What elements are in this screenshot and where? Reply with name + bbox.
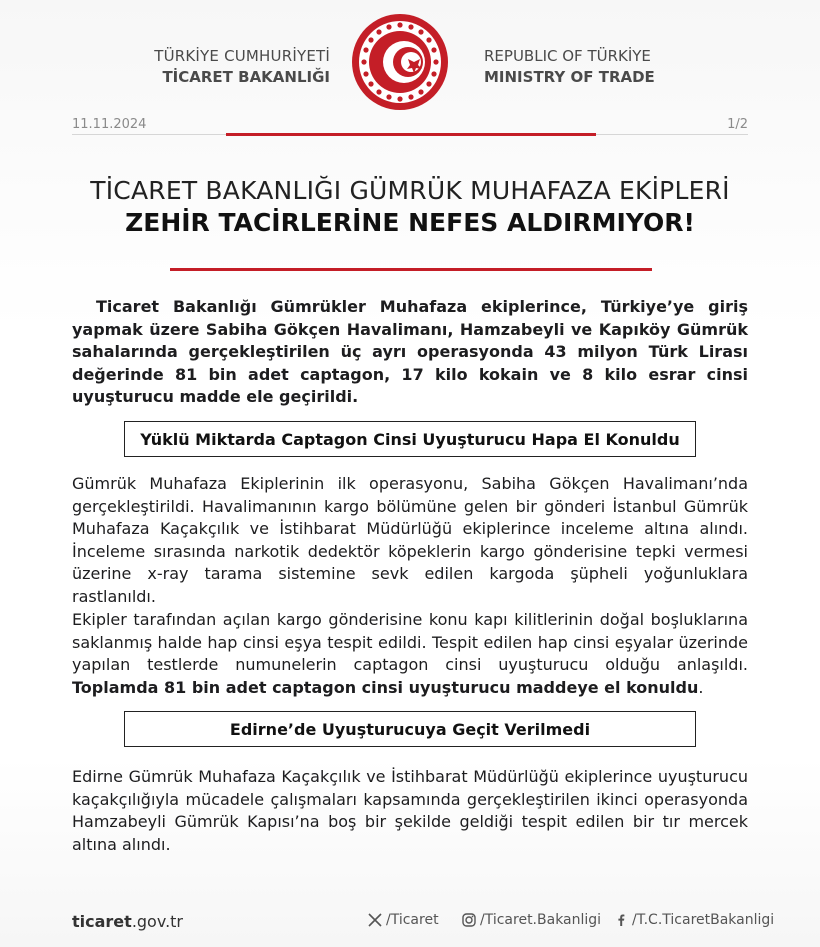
section-heading-captagon-text: Yüklü Miktarda Captagon Cinsi Uyuşturucu Hapa El Konuldu xyxy=(140,429,680,449)
facebook-icon xyxy=(614,913,628,927)
paragraph-operation-one: Gümrük Muhafaza Ekiplerinin ilk operasyonu, Sabiha Gökçen Havalimanı’nda gerçekleştirildi. Havalimanının kargo bölümüne gelen bir gönderi İstanbul Gümrük Muhafaza Kaçakçılık ve İstihbarat Müdürlüğü ekiplerince inceleme altına alındı. İnceleme sırasında narkotik dedektör köpeklerin kargo gönderisine tepki vermesi üzerine x-ray tarama sistemine sevk edilen kargoda şüpheli yoğunluklara rastlanıldı. xyxy=(72,474,748,606)
footer-instagram-handle: /Ticaret.Bakanligi xyxy=(480,912,602,928)
x-icon xyxy=(368,913,382,927)
header-left-line1: TÜRKİYE CUMHURİYETİ xyxy=(154,47,330,65)
paragraph-seizure-highlight: Toplamda 81 bin adet captagon cinsi uyuşturucu maddeye el konuldu xyxy=(72,677,699,697)
paragraph-seizure-text: Ekipler tarafından açılan kargo gönderisine konu kapı kilitlerinin doğal boşluklarına saklanmış halde hap cinsi eşya tespit edildi. Tespit edilen hap cinsi eşyalar üzerinde yapılan testlerde numunelerin captagon cinsi uyuşturucu olduğu anlaşıldı. xyxy=(72,610,748,675)
page-number: 1/2 xyxy=(727,117,748,132)
headline-underline xyxy=(170,268,652,271)
footer-facebook-handle: /T.C.TicaretBakanligi xyxy=(632,912,775,928)
lead-paragraph: Ticaret Bakanlığı Gümrükler Muhafaza ekiplerince, Türkiye’ye giriş yapmak üzere Sabiha Gökçen Havalimanı, Hamzabeyli ve Kapıköy Gümrük sahalarında gerçekleştirilen üç ayrı operasyonda 43 milyon Türk Lirası değerinde 81 bin adet captagon, 17 kilo kokain ve 8 kilo esrar cinsi uyuşturucu madde ele geçirildi. xyxy=(72,297,748,407)
paragraph-seizure-end: . xyxy=(698,677,704,697)
section-heading-captagon xyxy=(124,421,696,457)
release-date: 11.11.2024 xyxy=(72,117,147,132)
footer-website-rest: .gov.tr xyxy=(131,912,184,931)
ministry-logo xyxy=(350,12,450,112)
paragraph-seizure xyxy=(72,609,748,699)
header-divider-accent xyxy=(226,133,596,136)
header-right-line2: MINISTRY OF TRADE xyxy=(484,68,655,86)
instagram-icon xyxy=(462,913,476,927)
footer-instagram-link[interactable] xyxy=(462,912,601,928)
header-right-line1: REPUBLIC OF TÜRKİYE xyxy=(484,47,651,65)
header-left-line2: TİCARET BAKANLIĞI xyxy=(162,68,330,86)
footer-x-handle: /Ticaret xyxy=(386,912,439,928)
header-left-title xyxy=(110,46,330,88)
headline-line2: ZEHİR TACİRLERİNE NEFES ALDIRMIYOR! xyxy=(125,208,695,237)
footer-x-link[interactable] xyxy=(368,912,439,928)
footer-website-bold: ticaret xyxy=(72,912,132,931)
footer-website-link[interactable] xyxy=(72,912,183,931)
section-heading-edirne-text: Edirne’de Uyuşturucuya Geçit Verilmedi xyxy=(229,719,591,739)
paragraph-operation-two: Edirne Gümrük Muhafaza Kaçakçılık ve İstihbarat Müdürlüğü ekiplerince uyuşturucu kaçakçılığıyla mücadele çalışmaları kapsamında gerçekleştirilen ikinci operasyonda Hamzabeyli Gümrük Kapısı’na boş bir şekilde geldiği tespit edilen bir tır mercek altına alındı. xyxy=(72,767,748,854)
section-heading-edirne xyxy=(124,711,696,747)
header-right-title xyxy=(484,46,724,88)
footer-facebook-link[interactable] xyxy=(614,912,774,928)
headline-line1: TİCARET BAKANLIĞI GÜMRÜK MUHAFAZA EKİPLERİ xyxy=(90,176,730,205)
